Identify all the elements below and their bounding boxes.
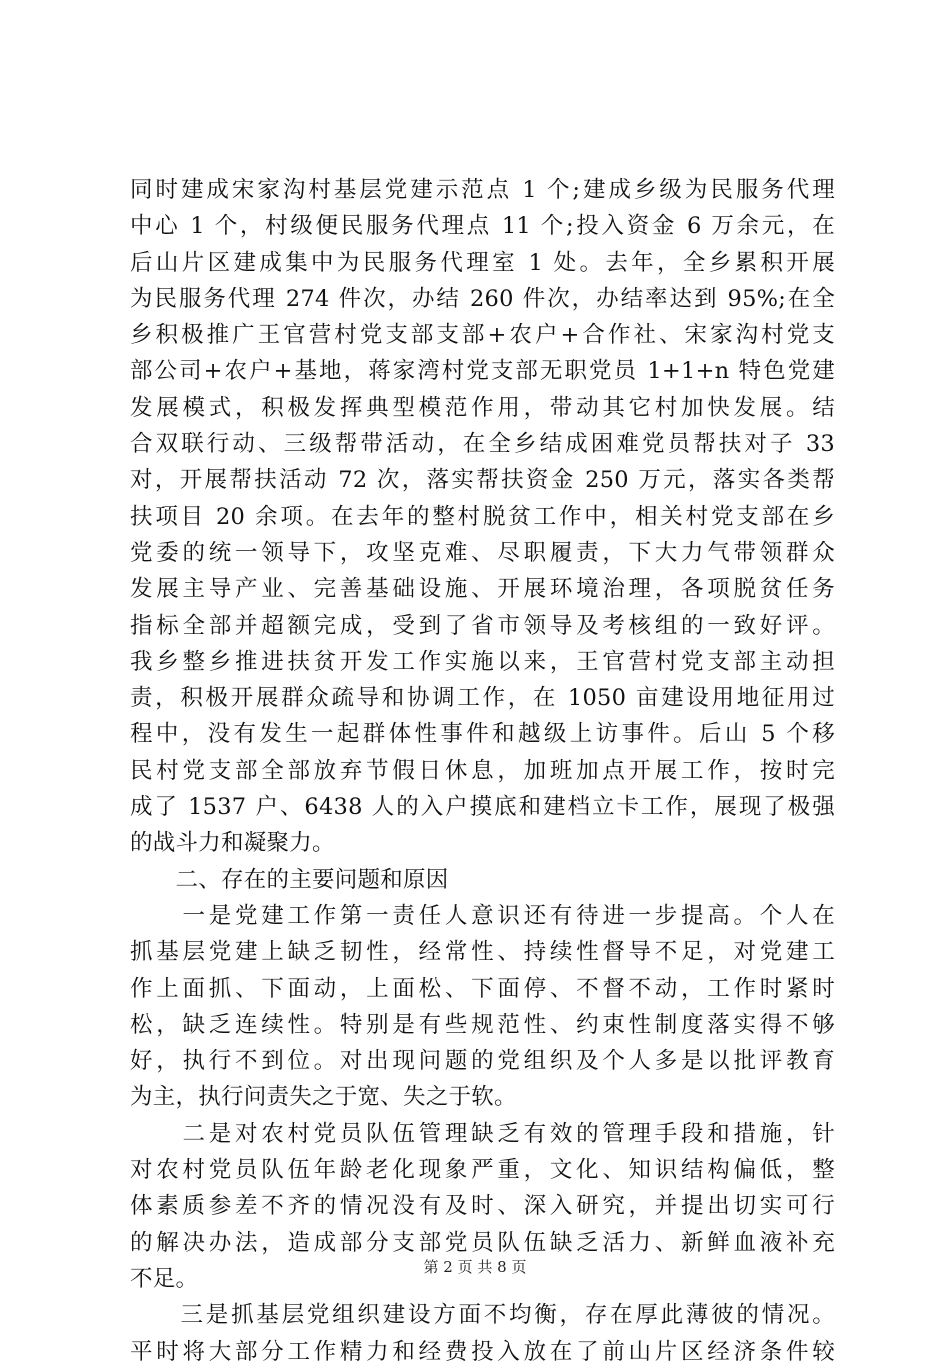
text-line: 成了 1537 户、6438 人的入户摸底和建档立卡工作，展现了极强 — [130, 794, 835, 821]
text-line: 一是党建工作第一责任人意识还有待进一步提高。个人在 — [130, 902, 835, 929]
text-line: 为民服务代理 274 件次，办结 260 件次，办结率达到 95%;在全 — [130, 285, 835, 312]
text-line: 松，缺乏连续性。特别是有些规范性、约束性制度落实得不够 — [130, 1011, 835, 1038]
text-line: 的解决办法，造成部分支部党员队伍缺乏活力、新鲜血液补充 — [130, 1229, 835, 1256]
text-line: 的战斗力和凝聚力。 — [130, 830, 335, 857]
page-number: 第 2 页 共 8 页 — [423, 1258, 527, 1276]
page-footer — [0, 1256, 950, 1277]
text-line: 同时建成宋家沟村基层党建示范点 1 个;建成乡级为民服务代理 — [130, 177, 835, 203]
text-line: 体素质参差不齐的情况没有及时、深入研究，并提出切实可行 — [130, 1193, 835, 1220]
text-line: 党委的统一领导下，攻坚克难、尽职履责，下大力气带领群众 — [130, 539, 835, 566]
text-line: 我乡整乡推进扶贫开发工作实施以来，王官营村党支部主动担 — [130, 648, 835, 675]
text-line: 合双联行动、三级帮带活动，在全乡结成困难党员帮扶对子 33 — [130, 431, 835, 458]
text-line: 不足。 — [130, 1265, 199, 1292]
text-line: 中心 1 个，村级便民服务代理点 11 个;投入资金 6 万余元，在 — [130, 213, 835, 240]
text-line: 好，执行不到位。对出现问题的党组织及个人多是以批评教育 — [130, 1048, 835, 1075]
text-line: 抓基层党建上缺乏韧性，经常性、持续性督导不足，对党建工 — [130, 939, 835, 966]
text-line: 二是对农村党员队伍管理缺乏有效的管理手段和措施，针 — [130, 1120, 835, 1147]
text-line: 指标全部并超额完成，受到了省市领导及考核组的一致好评。 — [130, 612, 835, 639]
text-line: 程中，没有发生一起群体性事件和越级上访事件。后山 5 个移 — [130, 721, 835, 748]
text-line: 对，开展帮扶活动 72 次，落实帮扶资金 250 万元，落实各类帮 — [130, 467, 835, 494]
body-text — [130, 172, 835, 1370]
text-line: 作上面抓、下面动，上面松、下面停、不督不动，工作时紧时 — [130, 975, 835, 1002]
text-line: 扶项目 20 余项。在去年的整村脱贫工作中，相关村党支部在乡 — [130, 503, 835, 530]
text-line: 发展主导产业、完善基础设施、开展环境治理，各项脱贫任务 — [130, 576, 835, 603]
text-line: 为主，执行问责失之于宽、失之于软。 — [130, 1084, 517, 1111]
text-line: 民村党支部全部放弃节假日休息，加班加点开展工作，按时完 — [130, 757, 835, 784]
section-heading: 二、存在的主要问题和原因 — [130, 866, 449, 893]
text-line: 部公司+农户+基地，蒋家湾村党支部无职党员 1+1+n 特色党建 — [130, 358, 835, 385]
text-line: 发展模式，积极发挥典型模范作用，带动其它村加快发展。结 — [130, 394, 835, 421]
text-line: 责，积极开展群众疏导和协调工作，在 1050 亩建设用地征用过 — [130, 685, 835, 712]
text-line: 对农村党员队伍年龄老化现象严重，文化、知识结构偏低，整 — [130, 1157, 835, 1184]
text-line: 三是抓基层党组织建设方面不均衡，存在厚此薄彼的情况。 — [130, 1302, 835, 1329]
text-line: 乡积极推广王官营村党支部支部+农户+合作社、宋家沟村党支 — [130, 322, 835, 349]
text-line: 后山片区建成集中为民服务代理室 1 处。去年，全乡累积开展 — [130, 249, 835, 276]
text-line: 平时将大部分工作精力和经费投入放在了前山片区经济条件较 — [130, 1338, 835, 1365]
